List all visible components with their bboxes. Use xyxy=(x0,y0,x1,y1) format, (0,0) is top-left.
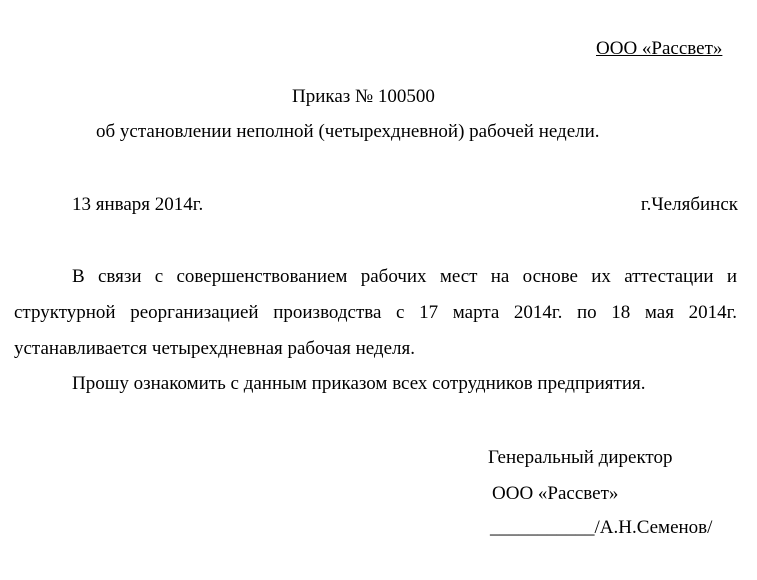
order-date: 13 января 2014г. xyxy=(72,194,204,215)
body-paragraph-1-line-2: структурной реорганизацией производства с 17 марта 2014г. по 18 мая 2014г. xyxy=(14,302,737,323)
body-paragraph-2: Прошу ознакомить с данным приказом всех сотрудников предприятия. xyxy=(72,373,646,394)
header-company: ООО «Рассвет» xyxy=(596,38,723,59)
body-paragraph-1-line-1: В связи с совершенствованием рабочих мест на основе их аттестации и xyxy=(72,266,737,287)
signature-line: ___________/А.Н.Семенов/ xyxy=(490,517,713,538)
body-paragraph-1-line-3: устанавливается четырехдневная рабочая неделя. xyxy=(14,338,415,359)
order-city: г.Челябинск xyxy=(640,194,738,215)
order-subject: об установлении неполной (четырехдневной) рабочей недели. xyxy=(96,121,600,142)
signature-position: Генеральный директор xyxy=(488,447,673,468)
order-title: Приказ № 100500 xyxy=(292,86,435,107)
signature-company: ООО «Рассвет» xyxy=(492,483,619,504)
